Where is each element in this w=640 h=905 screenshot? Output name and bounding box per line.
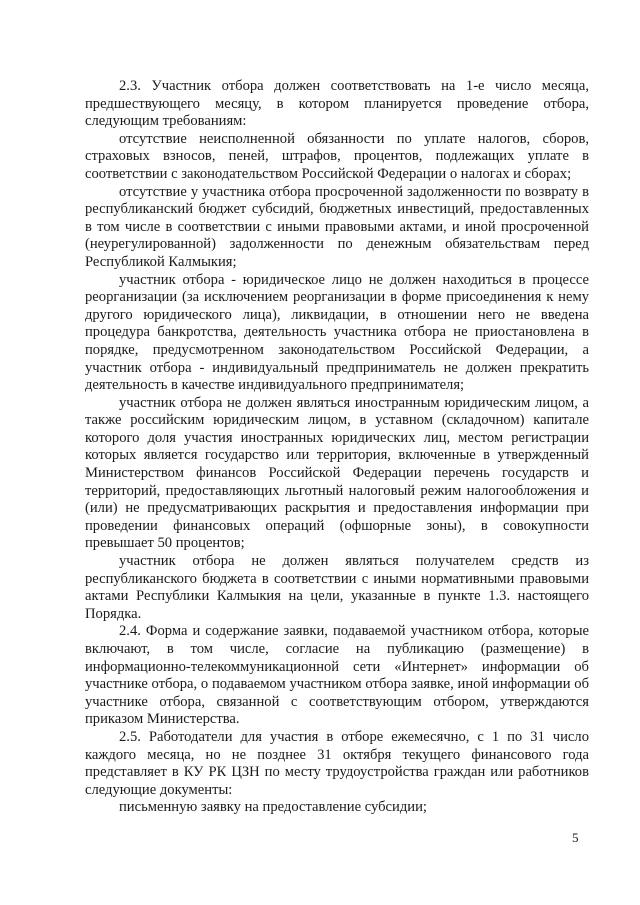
paragraph-2-4: 2.4. Форма и содержание заявки, подаваемой участником отбора, которые включают, в том числе, согласие на публикацию (размещение) в информационно-телекоммуникационной сети «Интернет» информации об участнике отбора, о подаваемом участником отбора заявке, иной информации об участнике отбора, связанной с соответствующим отбором, утверждаются приказом Министерства.: [85, 623, 589, 728]
requirement-not-budget-recipient: участник отбора не должен являться получателем средств из республиканского бюджета в соответствии с иными нормативными правовыми актами Республики Калмыкия на цели, указанные в пункте 1.3. настоящего Порядка.: [85, 553, 589, 622]
requirement-not-foreign-entity: участник отбора не должен являться иностранным юридическим лицом, а также российским юридическим лицом, в уставном (складочном) капитале которого доля участия иностранных юридических лиц, местом регистрации которых является государство или территория, включенные в утвержденный Министерством финансов Российской Федерации перечень государств и территорий, предоставляющих льготный налоговый режим налогообложения и (или) не предусматривающих раскрытия и предоставления информации при проведении финансовых операций (офшорные зоны), в совокупности превышает 50 процентов;: [85, 394, 589, 552]
requirement-no-overdue-debt: отсутствие у участника отбора просроченной задолженности по возврату в республиканский бюджет субсидий, бюджетных инвестиций, предоставленных в том числе в соответствии с иными правовыми актами, и иной просроченной (неурегулированной) задолженности по денежным обязательствам перед Республикой Калмыкия;: [85, 183, 589, 270]
paragraph-2-5: 2.5. Работодатели для участия в отборе ежемесячно, с 1 по 31 число каждого месяца, но не позднее 31 октября текущего финансового года представляет в КУ РК ЦЗН по месту трудоустройства граждан или работников следующие документы:: [85, 728, 589, 798]
paragraph-2-3: 2.3. Участник отбора должен соответствовать на 1-е число месяца, предшествующего месяцу, в котором планируется проведение отбора, следующим требованиям:: [85, 78, 589, 130]
page-number: 5: [572, 830, 579, 845]
requirement-no-tax-debt: отсутствие неисполненной обязанности по уплате налогов, сборов, страховых взносов, пеней, штрафов, процентов, подлежащих уплате в соответствии с законодательством Российской Федерации о налогах и сборах;: [85, 130, 589, 182]
document-list-item: письменную заявку на предоставление субсидии;: [119, 799, 427, 816]
requirement-no-reorganization: участник отбора - юридическое лицо не должен находиться в процессе реорганизации (за исключением реорганизации в форме присоединения к нему другого юридического лица), ликвидации, в отношении него не введена процедура банкротства, деятельность участника отбора не приостановлена в порядке, предусмотренном законодательством Российской Федерации, а участник отбора - индивидуальный предприниматель не должен прекратить деятельность в качестве индивидуального предпринимателя;: [85, 271, 589, 394]
document-body: [85, 78, 589, 817]
